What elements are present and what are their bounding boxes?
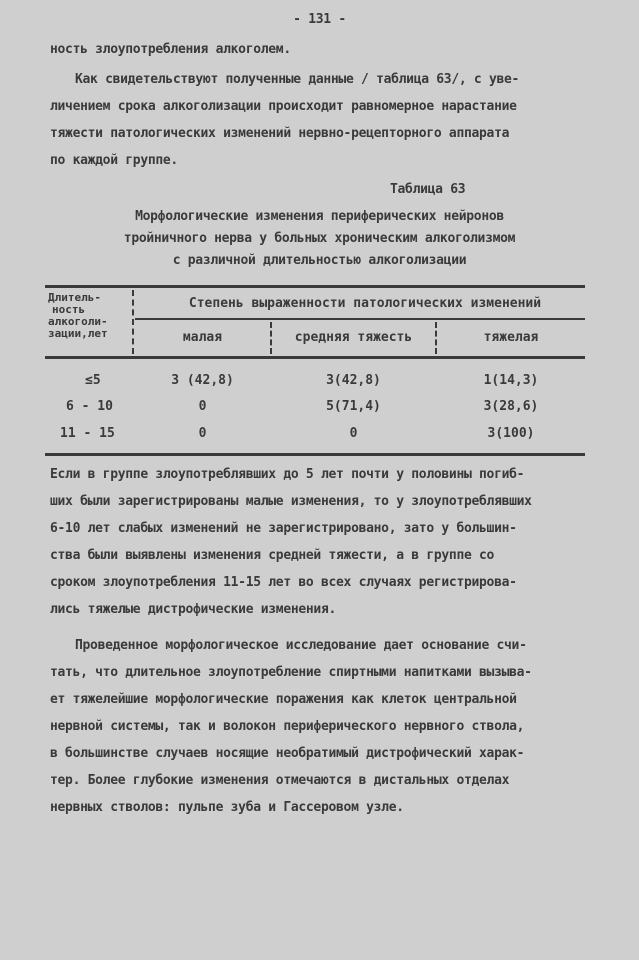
table-header-mid-rule xyxy=(135,318,585,320)
page-number: - 131 - xyxy=(293,12,346,27)
col-header-small: малая xyxy=(182,330,223,345)
text-line: лись тяжелые дистрофические изменения. xyxy=(50,602,337,617)
table-cell-medium: 0 xyxy=(349,426,358,441)
table-title-line: Морфологические изменения периферических нейронов xyxy=(135,209,504,224)
text-line: нервных стволов: пульпе зуба и Гассеровом узле. xyxy=(50,800,404,815)
group-header: Степень выраженности патологических изменений xyxy=(188,296,542,311)
table-cell-severe: 3(28,6) xyxy=(483,399,539,414)
text-line: Если в группе злоупотреблявших до 5 лет почти у половины погиб- xyxy=(50,467,525,482)
text-line: тать, что длительное злоупотребление спиртными напитками вызыва- xyxy=(50,665,532,680)
col-header-duration: алкоголи- xyxy=(48,315,108,328)
table-cell-small: 0 xyxy=(198,399,207,414)
table-cell-small: 3 (42,8) xyxy=(171,373,234,388)
column-divider xyxy=(132,290,134,354)
text-line: ет тяжелейшие морфологические поражения как клеток центральной xyxy=(50,692,517,707)
table-cell-medium: 5(71,4) xyxy=(326,399,381,414)
text-line: Проведенное морфологическое исследование дает основание счи- xyxy=(75,638,527,653)
text-line: по каждой группе. xyxy=(50,153,178,168)
text-line: тяжести патологических изменений нервно-рецепторного аппарата xyxy=(50,126,510,141)
table-top-rule xyxy=(45,285,585,288)
table-cell-severe: 1(14,3) xyxy=(483,373,539,388)
col-header-duration: зации,лет xyxy=(48,327,108,340)
table-header-bottom-rule xyxy=(45,356,585,359)
text-line: ших были зарегистрированы малые изменения, то у злоупотреблявших xyxy=(50,494,532,509)
table-cell-severe: 3(100) xyxy=(487,426,535,441)
text-line: сроком злоупотребления 11-15 лет во всех случаях регистрирова- xyxy=(50,575,517,590)
text-line: ность злоупотребления алкоголем. xyxy=(50,42,291,57)
table-label: Таблица 63 xyxy=(390,182,466,197)
table-cell-duration: 11 - 15 xyxy=(60,426,115,441)
col-header-duration: ность xyxy=(52,303,86,316)
table-title-line: тройничного нерва у больных хроническим алкоголизмом xyxy=(123,231,516,246)
text-line: в большинстве случаев носящие необратимый дистрофический харак- xyxy=(50,746,525,761)
table-bottom-rule xyxy=(45,453,585,456)
table-cell-small: 0 xyxy=(198,426,207,441)
text-line: тер. Более глубокие изменения отмечаются в дистальных отделах xyxy=(50,773,510,788)
col-header-severe: тяжелая xyxy=(483,330,539,345)
col-header-duration: Длитель- xyxy=(48,291,101,304)
text-line: ства были выявлены изменения средней тяжести, а в группе со xyxy=(50,548,495,563)
col-header-medium: средняя тяжесть xyxy=(294,330,413,345)
text-line: личением срока алкоголизации происходит равномерное нарастание xyxy=(50,99,517,114)
table-cell-duration: 6 - 10 xyxy=(66,399,113,414)
text-line: 6-10 лет слабых изменений не зарегистрировано, зато у большин- xyxy=(50,521,517,536)
table-cell-medium: 3(42,8) xyxy=(326,373,381,388)
text-line: Как свидетельствуют полученные данные / таблица 63/, с уве- xyxy=(75,72,520,87)
text-line: нервной системы, так и волокон периферического нервного ствола, xyxy=(50,719,525,734)
table-cell-duration: ≤5 xyxy=(85,373,101,388)
table-title-line: с различной длительностью алкоголизации xyxy=(172,253,467,268)
